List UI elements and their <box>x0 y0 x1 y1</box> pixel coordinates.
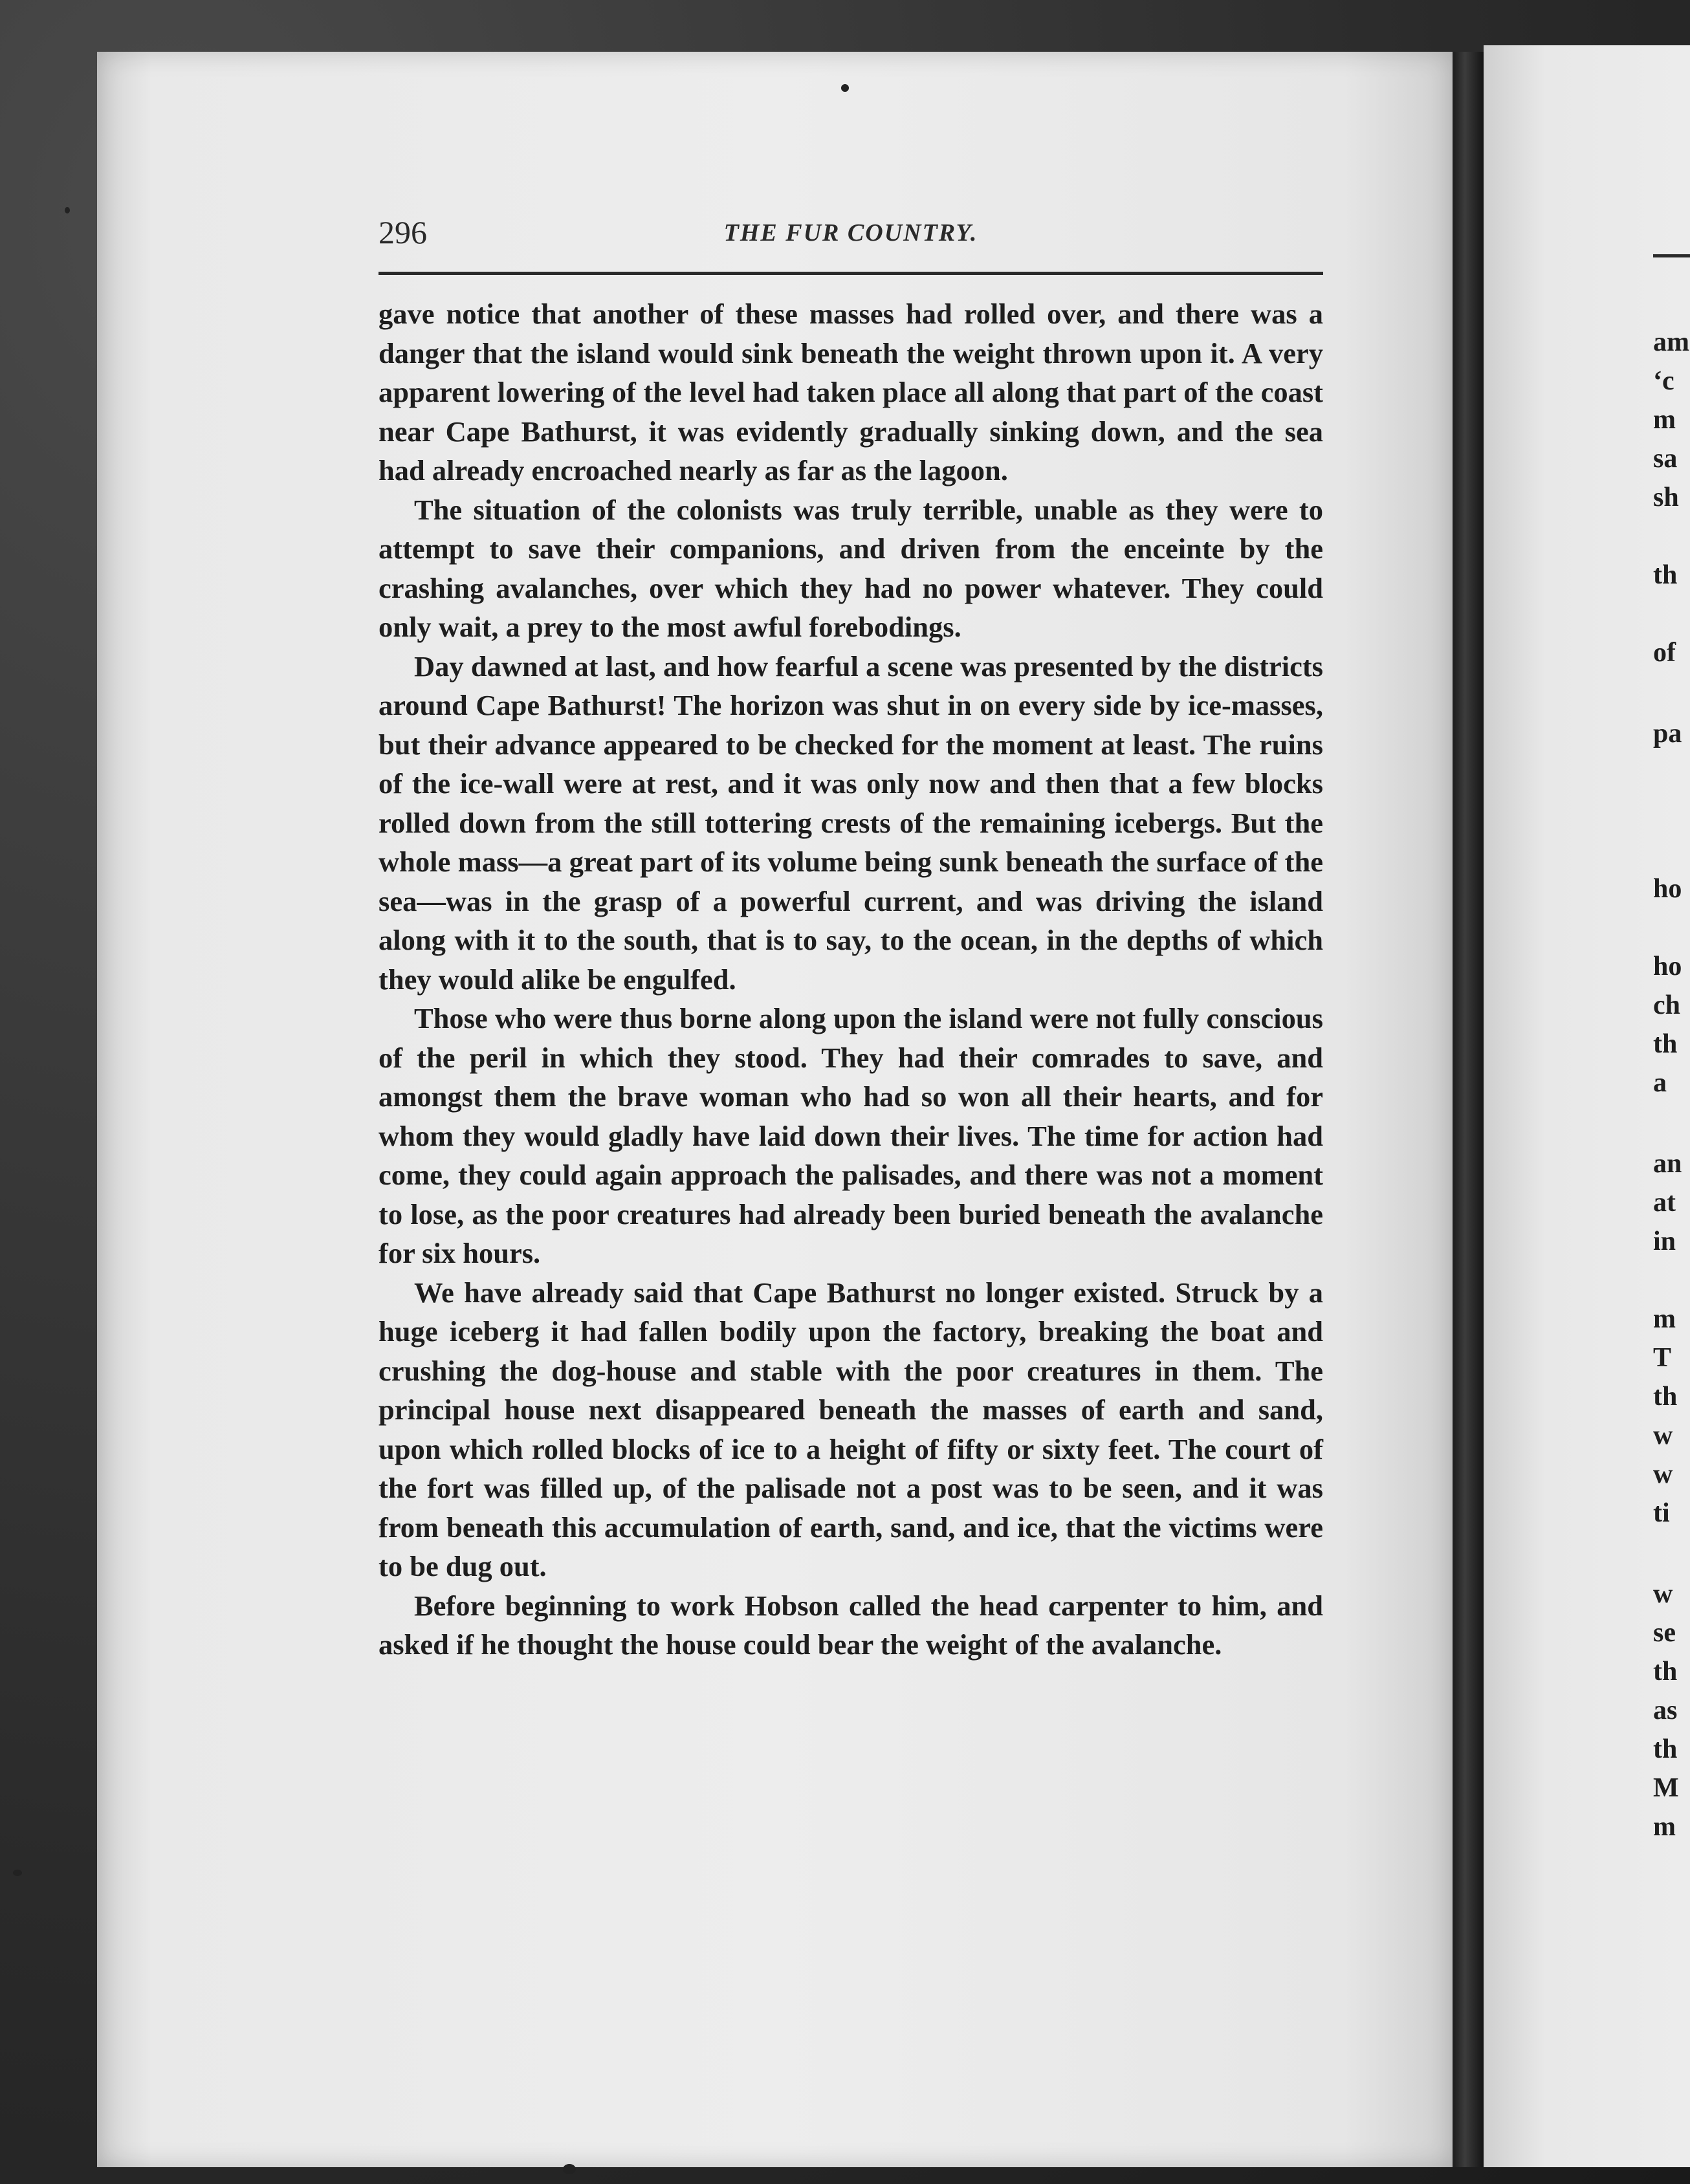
right-page-header-rule <box>1653 254 1690 257</box>
right-page-fragment: sa <box>1653 444 1678 474</box>
right-page-fragment: sh <box>1653 483 1679 512</box>
paragraph: We have already said that Cape Bathurst no longer existed. Struck by a huge iceberg it had fallen bodily upon the factory, breaking the boat and crushing the dog-house and stable with the poor creatures in them. The principal house next disappeared beneath the masses of earth and sand, upon which rolled blocks of ice to a height of fifty or sixty feet. The court of the fort was filled up, of the palisade not a post was to be seen, and it was from beneath this accumulation of earth, sand, and ice, that the victims were to be dug out. <box>379 1276 1323 1582</box>
right-page-fragment: ti <box>1653 1498 1670 1528</box>
right-page-fragment: ho <box>1653 952 1682 981</box>
paragraph: Day dawned at last, and how fearful a scene was presented by the districts around Cape Bathurst! The horizon was shut in on every side by ice-masses, but their advance appeared to be checked for the moment at least. The ruins of the ice-wall were at rest, and it was only now and then that a few blocks rolled down from the still tottering crests of the remaining icebergs. But the whole mass—a great part of its volume being sunk beneath the surface of the sea—was in the grasp of a powerful current, and was driving the island along with it to the south, that is to say, to the ocean, in the depths of which they would alike be engulfed. <box>379 650 1323 996</box>
right-page-fragment: se <box>1653 1618 1676 1648</box>
right-page-fragment: pa <box>1653 719 1682 748</box>
scan-speck <box>841 84 849 92</box>
right-page-fragment: m <box>1653 1812 1676 1842</box>
book-gutter <box>1453 52 1484 2167</box>
right-page-fragment: w <box>1653 1579 1673 1609</box>
page-number: 296 <box>379 214 427 250</box>
right-page-fragment: of <box>1653 638 1676 668</box>
scan-speck <box>563 2164 576 2174</box>
right-page-fragment: w <box>1653 1459 1673 1489</box>
right-page-fragment: ho <box>1653 874 1682 904</box>
paragraph: The situation of the colonists was truly terrible, unable as they were to attempt to save their companions, and driven from the enceinte by the crashing avalanches, over which they had no power whatever. They could only wait, a prey to the most awful forebodings. <box>379 493 1323 643</box>
right-page-fragment: m <box>1653 1304 1676 1334</box>
body-text <box>379 294 1323 1665</box>
scan-speck <box>13 1870 22 1876</box>
right-page-fragment: am <box>1653 327 1689 357</box>
paragraph: Those who were thus borne along upon the island were not fully conscious of the peril in which they stood. They had their comrades to save, and amongst them the brave woman who had so won all their hearts, and for whom they would gladly have laid down their lives. The time for action had come, they could again approach the palisades, and there was not a moment to lose, as the poor creatures had already been buried beneath the avalanche for six hours. <box>379 1002 1323 1269</box>
right-page-fragment: m <box>1653 405 1676 435</box>
right-page-fragment: ch <box>1653 990 1680 1020</box>
right-page-fragment: w <box>1653 1421 1673 1450</box>
header-rule <box>379 272 1323 275</box>
right-page-fragment: th <box>1653 560 1678 590</box>
right-page-fragment: th <box>1653 1029 1678 1059</box>
paragraph: gave notice that another of these masses had rolled over, and there was a danger that the island would sink beneath the weight thrown upon it. A very apparent lowering of the level had taken place all along that part of the coast near Cape Bathurst, it was evidently gradually sinking down, and the sea had already encroached nearly as far as the lagoon. <box>379 298 1323 486</box>
right-page-fragment: as <box>1653 1696 1678 1725</box>
right-page-fragment: an <box>1653 1149 1682 1179</box>
right-page-fragment: a <box>1653 1068 1667 1098</box>
right-page-fragment: th <box>1653 1382 1678 1412</box>
right-page-fragment: at <box>1653 1188 1676 1218</box>
running-title: THE FUR COUNTRY. <box>723 219 978 246</box>
paragraph: Before beginning to work Hobson called the head carpenter to him, and asked if he thought the house could bear the weight of the avalanche. <box>379 1589 1323 1661</box>
right-page-fragment: in <box>1653 1227 1676 1256</box>
right-page-fragment: th <box>1653 1657 1678 1687</box>
scan-speck <box>65 207 70 213</box>
right-page-fragment: M <box>1653 1773 1679 1803</box>
right-page-fragment: ‘c <box>1653 366 1674 396</box>
right-page-fragment: T <box>1653 1343 1672 1373</box>
right-page-fragment: th <box>1653 1734 1678 1764</box>
right-page-edge <box>1484 45 1690 2167</box>
page-header <box>379 213 1323 265</box>
